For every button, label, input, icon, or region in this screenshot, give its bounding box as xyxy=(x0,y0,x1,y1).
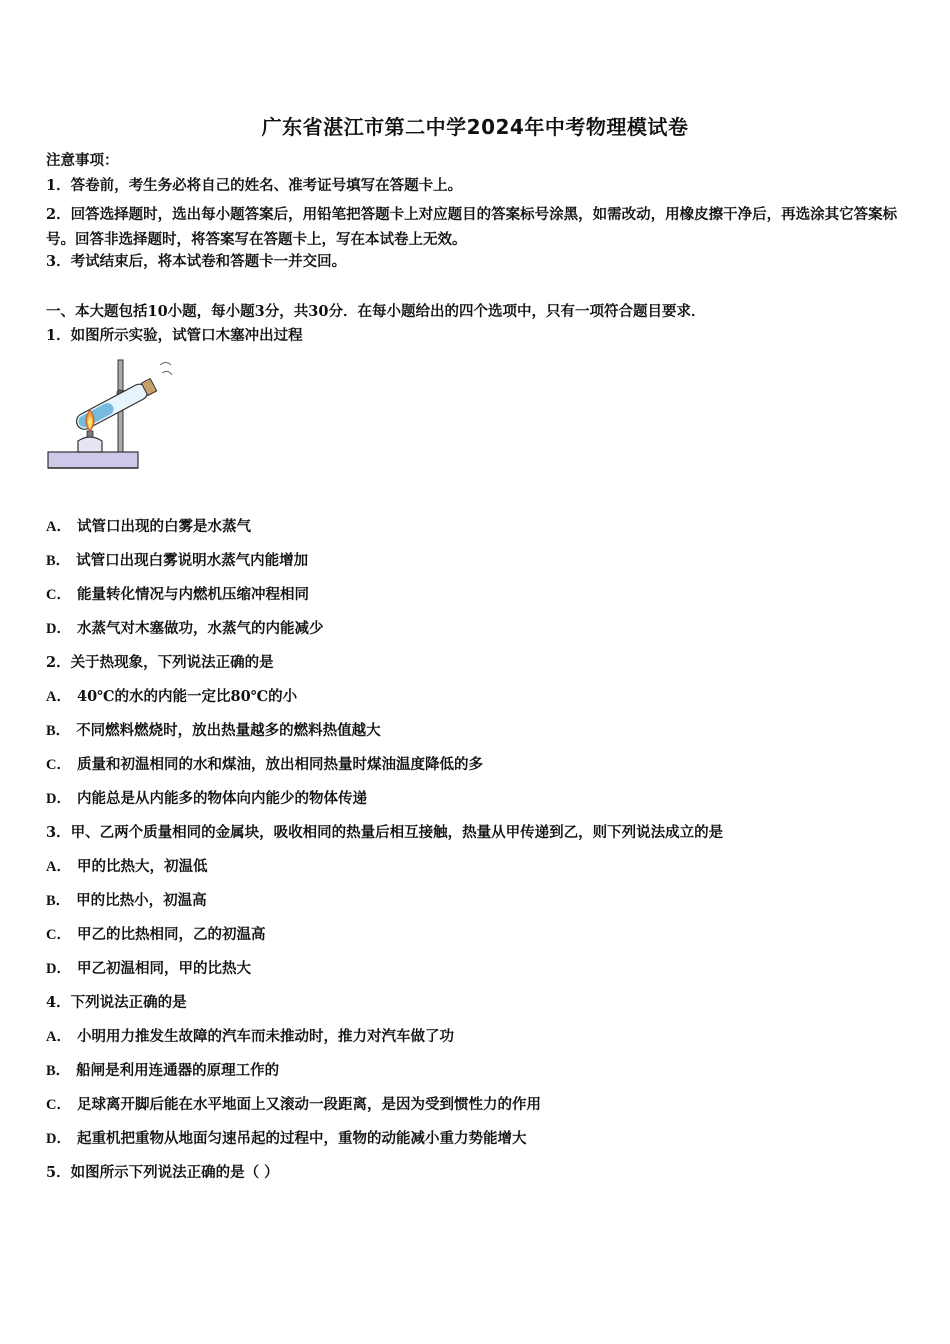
test-tube-experiment-figure xyxy=(44,355,174,480)
notice-item-2: 2．回答选择题时，选出每小题答案后，用铅笔把答题卡上对应题目的答案标号涂黑，如需改动，用橡皮擦干净后，再选涂其它答案标号。回答非选择题时，将答案写在答题卡上，写在本试卷上无效。 xyxy=(46,206,898,248)
question-1-option-c: C． 能量转化情况与内燃机压缩冲程相同 xyxy=(46,586,309,603)
section-heading: 一、本大题包括10小题，每小题3分，共30分．在每小题给出的四个选项中，只有一项符合题目要求． xyxy=(46,303,706,320)
steam xyxy=(160,363,172,376)
notice-heading: 注意事项： xyxy=(46,152,119,169)
question-2-option-d: D． 内能总是从内能多的物体向内能少的物体传递 xyxy=(46,790,367,807)
question-4-option-b: B． 船闸是利用连通器的原理工作的 xyxy=(46,1062,280,1079)
question-2-stem: 2．关于热现象，下列说法正确的是 xyxy=(46,654,274,671)
notice-item-3: 3．考试结束后，将本试卷和答题卡一并交回。 xyxy=(46,253,347,270)
question-1-option-b: B． 试管口出现白雾说明水蒸气内能增加 xyxy=(46,552,309,569)
stand-base xyxy=(48,452,138,468)
question-3-stem: 3．甲、乙两个质量相同的金属块，吸收相同的热量后相互接触，热量从甲传递到乙，则下列说法成立的是 xyxy=(46,824,724,841)
question-4-option-c: C． 足球离开脚后能在水平地面上又滚动一段距离，是因为受到惯性力的作用 xyxy=(46,1096,541,1113)
question-4-option-d: D． 起重机把重物从地面匀速吊起的过程中，重物的动能减小重力势能增大 xyxy=(46,1130,527,1147)
alcohol-lamp xyxy=(78,437,102,452)
question-3-option-d: D． 甲乙初温相同，甲的比热大 xyxy=(46,960,251,977)
question-1-stem: 1．如图所示实验，试管口木塞冲出过程 xyxy=(46,327,303,344)
question-4-option-a: A． 小明用力推发生故障的汽车而未推动时，推力对汽车做了功 xyxy=(46,1028,454,1045)
notice-item-1: 1．答卷前，考生务必将自己的姓名、准考证号填写在答题卡上。 xyxy=(46,177,463,194)
question-3-option-b: B． 甲的比热小，初温高 xyxy=(46,892,207,909)
question-2-option-b: B． 不同燃料燃烧时，放出热量越多的燃料热值越大 xyxy=(46,722,381,739)
question-3-option-a: A． 甲的比热大，初温低 xyxy=(46,858,208,875)
question-4-stem: 4．下列说法正确的是 xyxy=(46,994,187,1011)
page-title: 广东省湛江市第二中学2024年中考物理模试卷 xyxy=(261,115,689,139)
question-5-stem: 5．如图所示下列说法正确的是（ ） xyxy=(46,1164,279,1181)
question-2-option-a: A． 40℃的水的内能一定比80℃的小 xyxy=(46,688,298,705)
question-1-option-a: A． 试管口出现的白雾是水蒸气 xyxy=(46,518,251,535)
question-2-option-c: C． 质量和初温相同的水和煤油，放出相同热量时煤油温度降低的多 xyxy=(46,756,483,773)
question-1-option-d: D． 水蒸气对木塞做功，水蒸气的内能减少 xyxy=(46,620,324,637)
question-3-option-c: C． 甲乙的比热相同，乙的初温高 xyxy=(46,926,266,943)
